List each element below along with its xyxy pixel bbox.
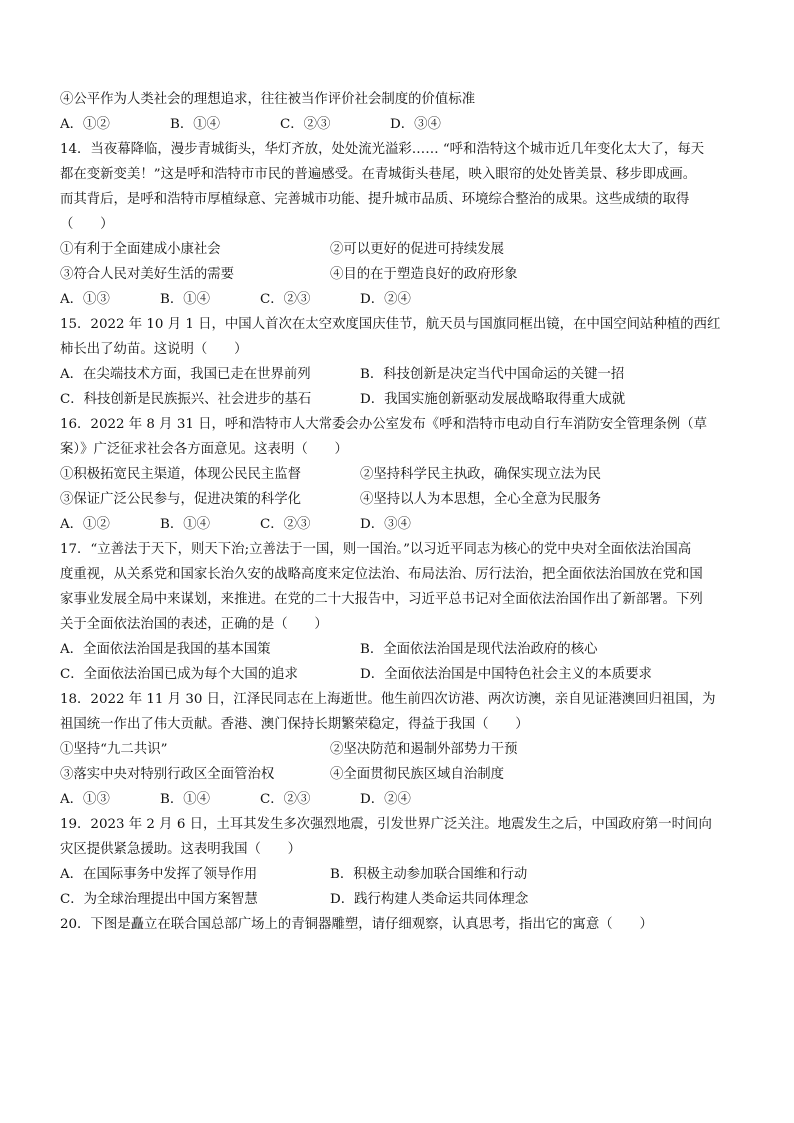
q15-option-b: B．科技创新是决定当代中国命运的关键一招 [360, 367, 625, 382]
q16-option-a: A．①② [60, 517, 110, 532]
q18-option-b: B．①④ [160, 792, 211, 807]
q14-option-a: A．①③ [60, 292, 110, 307]
q17-options-row-1 [60, 637, 742, 662]
q14-stem-line-1: 14．当夜幕降临，漫步青城街头，华灯齐放，处处流光溢彩…… “呼和浩特这个城市近几年变化太大了，每天 [60, 142, 705, 157]
q15-stem-line-1: 15．2022 年 10 月 1 日，中国人首次在太空欢度国庆佳节，航天员与国旗同框出镜，在中国空间站种植的西红 [60, 317, 721, 332]
q15-stem-line-2: 柿长出了幼苗。这说明（ ） [60, 342, 248, 357]
q15-options-row-1 [60, 362, 742, 387]
q17-stem-line-2: 度重视，从关系党和国家长治久安的战略高度来定位法治、布局法治、厉行法治，把全面依法治国放在党和国 [60, 567, 703, 582]
q18-statement-1: ①坚持“九二共识” [60, 742, 168, 757]
q16-options [60, 512, 742, 537]
q16-stem-line-1: 16．2022 年 8 月 31 日，呼和浩特市人大常委会办公室发布《呼和浩特市电动自行车消防安全管理条例（草 [60, 417, 707, 432]
q14-stem-line-3: 而其背后，是呼和浩特市厚植绿意、完善城市功能、提升城市品质、环境综合整治的成果。这些成绩的取得 [60, 192, 690, 207]
q17-option-a: A．全面依法治国是我国的基本国策 [60, 642, 271, 657]
q17-stem-line-1: 17．“立善法于天下，则天下治;立善法于一国，则一国治。”以习近平同志为核心的党中央对全面依法治国高 [60, 542, 692, 557]
q18-option-d: D．②④ [360, 792, 411, 807]
q18-statements-row-2 [60, 762, 742, 787]
q16-statement-2: ②坚持科学民主执政，确保实现立法为民 [360, 467, 602, 482]
q16-statements-row-2 [60, 487, 742, 512]
q19-options-row-1 [60, 862, 742, 887]
q17-options-row-2 [60, 662, 742, 687]
q19-stem-line-2: 灾区提供紧急援助。这表明我国（ ） [60, 842, 302, 857]
q17-stem-line-4: 关于全面依法治国的表述，正确的是（ ） [60, 617, 328, 632]
q18-statements-row-1 [60, 737, 742, 762]
q18-option-c: C．②③ [260, 792, 311, 807]
q13-option-b: B．①④ [170, 117, 221, 132]
q19-stem-line-1: 19．2023 年 2 月 6 日，土耳其发生多次强烈地震，引发世界广泛关注。地震发生之后，中国政府第一时间向 [60, 817, 712, 832]
q15-option-a: A．在尖端技术方面，我国已走在世界前列 [60, 367, 311, 382]
q16-statement-4: ④坚持以人为本思想，全心全意为民服务 [360, 492, 602, 507]
q13-statement-4: ④公平作为人类社会的理想追求，往往被当作评价社会制度的价值标准 [60, 92, 476, 107]
q14-statement-1: ①有利于全面建成小康社会 [60, 242, 221, 257]
q15-option-d: D．我国实施创新驱动发展战略取得重大成就 [360, 392, 626, 407]
q19-option-a: A．在国际事务中发挥了领导作用 [60, 867, 258, 882]
q14-option-b: B．①④ [160, 292, 211, 307]
q14-statements-row-1 [60, 237, 742, 262]
q16-statement-1: ①积极拓宽民主渠道，体现公民民主监督 [60, 467, 302, 482]
q15-option-c: C．科技创新是民族振兴、社会进步的基石 [60, 392, 312, 407]
q17-option-c: C．全面依法治国已成为每个大国的追求 [60, 667, 298, 682]
q14-option-d: D．②④ [360, 292, 411, 307]
q13-option-d: D．③④ [390, 117, 441, 132]
q16-option-c: C．②③ [260, 517, 311, 532]
q14-option-c: C．②③ [260, 292, 311, 307]
q16-stem-line-2: 案）》广泛征求社会各方面意见。这表明（ ） [60, 442, 348, 457]
q14-stem-line-2: 都在变新变美！”这是呼和浩特市市民的普遍感受。在青城街头巷尾，映入眼帘的处处皆美景、移步即成画。 [60, 167, 697, 182]
q13-option-a: A．①② [60, 117, 110, 132]
q18-statement-4: ④全面贯彻民族区域自治制度 [330, 767, 505, 782]
q16-option-d: D．③④ [360, 517, 411, 532]
q14-statement-2: ②可以更好的促进可持续发展 [330, 242, 505, 257]
q18-stem-line-2: 祖国统一作出了伟大贡献。香港、澳门保持长期繁荣稳定，得益于我国（ ） [60, 717, 529, 732]
q18-stem-line-1: 18．2022 年 11 月 30 日，江泽民同志在上海逝世。他生前四次访港、两次访澳，亲自见证港澳回归祖国，为 [60, 692, 716, 707]
q14-stem-line-4: （ ） [60, 217, 114, 232]
q14-statement-4: ④目的在于塑造良好的政府形象 [330, 267, 518, 282]
q20-stem-line-1: 20．下图是矗立在联合国总部广场上的青铜器雕塑，请仔细观察，认真思考，指出它的寓意（ ） [60, 917, 653, 932]
q15-options-row-2 [60, 387, 742, 412]
q14-statements-row-2 [60, 262, 742, 287]
q13-options [60, 112, 742, 137]
q16-statements-row-1 [60, 462, 742, 487]
q18-options [60, 787, 742, 812]
q13-option-c: C．②③ [280, 117, 331, 132]
q18-option-a: A．①③ [60, 792, 110, 807]
q19-option-b: B．积极主动参加联合国维和行动 [330, 867, 528, 882]
q17-option-d: D．全面依法治国是中国特色社会主义的本质要求 [360, 667, 652, 682]
q19-option-c: C．为全球治理提出中国方案智慧 [60, 892, 258, 907]
q18-statement-2: ②坚决防范和遏制外部势力干预 [330, 742, 518, 757]
q18-statement-3: ③落实中央对特别行政区全面管治权 [60, 767, 275, 782]
q16-statement-3: ③保证广泛公民参与，促进决策的科学化 [60, 492, 302, 507]
q16-option-b: B．①④ [160, 517, 211, 532]
q19-option-d: D．践行构建人类命运共同体理念 [330, 892, 529, 907]
q17-stem-line-3: 家事业发展全局中来谋划，来推进。在党的二十大报告中，习近平总书记对全面依法治国作出了新部署。下列 [60, 592, 703, 607]
q14-options [60, 287, 742, 312]
q17-option-b: B．全面依法治国是现代法治政府的核心 [360, 642, 598, 657]
q19-options-row-2 [60, 887, 742, 912]
q14-statement-3: ③符合人民对美好生活的需要 [60, 267, 235, 282]
